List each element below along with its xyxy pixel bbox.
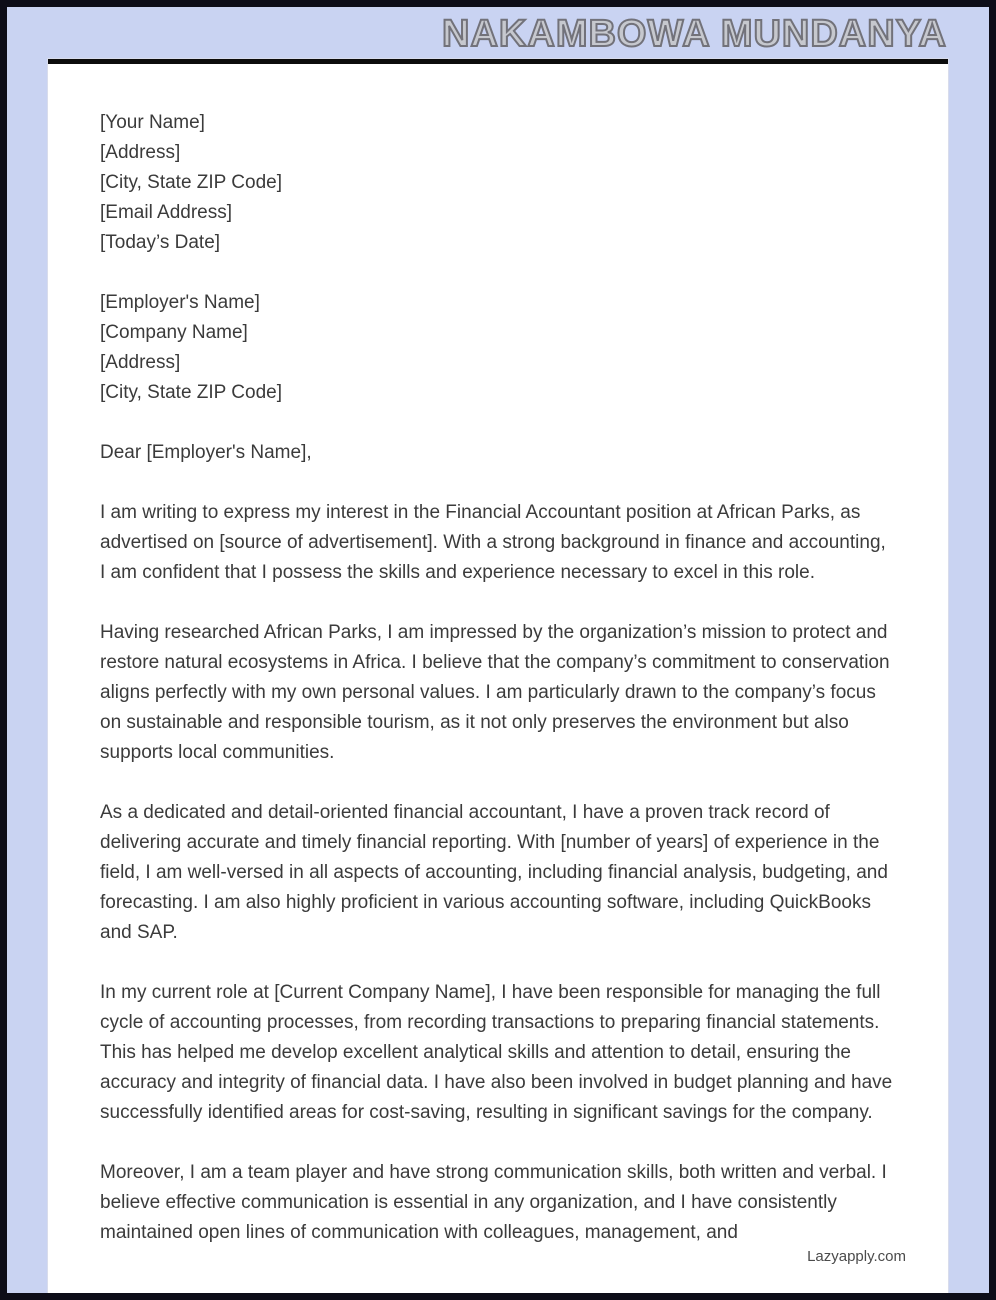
letter-body xyxy=(48,64,948,1248)
paragraph-experience: As a dedicated and detail-oriented financial accountant, I have a proven track record of delivering accurate and timely financial reporting. With [number of years] of experience in the field, I am well-versed in all aspects of accounting, including financial analysis, budgeting, and forecasting. I am also highly proficient in various accounting software, including QuickBooks and SAP. xyxy=(100,802,888,943)
sender-line-name: [Your Name] xyxy=(100,112,205,133)
sender-block xyxy=(100,108,895,258)
paragraph-teamwork: Moreover, I am a team player and have strong communication skills, both written and verbal. I believe effective communication is essential in any organization, and I have consistently maintained open lines of communication with colleagues, management, and xyxy=(100,1162,887,1243)
salutation: Dear [Employer's Name], xyxy=(100,442,312,463)
paragraph-current-role: In my current role at [Current Company Name], I have been responsible for managing the full cycle of accounting processes, from recording transactions to preparing financial statements. This has helped me develop excellent analytical skills and attention to detail, ensuring the accuracy and integrity of financial data. I have also been involved in budget planning and have successfully identified areas for cost-saving, resulting in significant savings for the company. xyxy=(100,982,893,1123)
recipient-line-city: [City, State ZIP Code] xyxy=(100,382,282,403)
letter-page xyxy=(48,59,948,1293)
sender-line-email: [Email Address] xyxy=(100,202,232,223)
recipient-line-employer: [Employer's Name] xyxy=(100,292,260,313)
sender-line-city: [City, State ZIP Code] xyxy=(100,172,282,193)
paragraph-intro: I am writing to express my interest in the Financial Accountant position at African Parks, as advertised on [source of advertisement]. With a strong background in finance and accounting, I am confident that I possess the skills and experience necessary to excel in this role. xyxy=(100,502,886,583)
recipient-line-company: [Company Name] xyxy=(100,322,248,343)
sender-line-date: [Today’s Date] xyxy=(100,232,221,253)
paragraph-research: Having researched African Parks, I am impressed by the organization’s mission to protect and restore natural ecosystems in Africa. I believe that the company’s commitment to conservation aligns perfectly with my own personal values. I am particularly drawn to the company’s focus on sustainable and responsible tourism, as it not only preserves the environment but also supports local communities. xyxy=(100,622,890,763)
recipient-line-address: [Address] xyxy=(100,352,181,373)
recipient-block xyxy=(100,288,895,408)
header xyxy=(7,7,989,59)
brand-title: NAKAMBOWA MUNDANYA xyxy=(442,13,947,55)
watermark-lazyapply: Lazyapply.com xyxy=(804,1247,909,1266)
sender-line-address: [Address] xyxy=(100,142,181,163)
